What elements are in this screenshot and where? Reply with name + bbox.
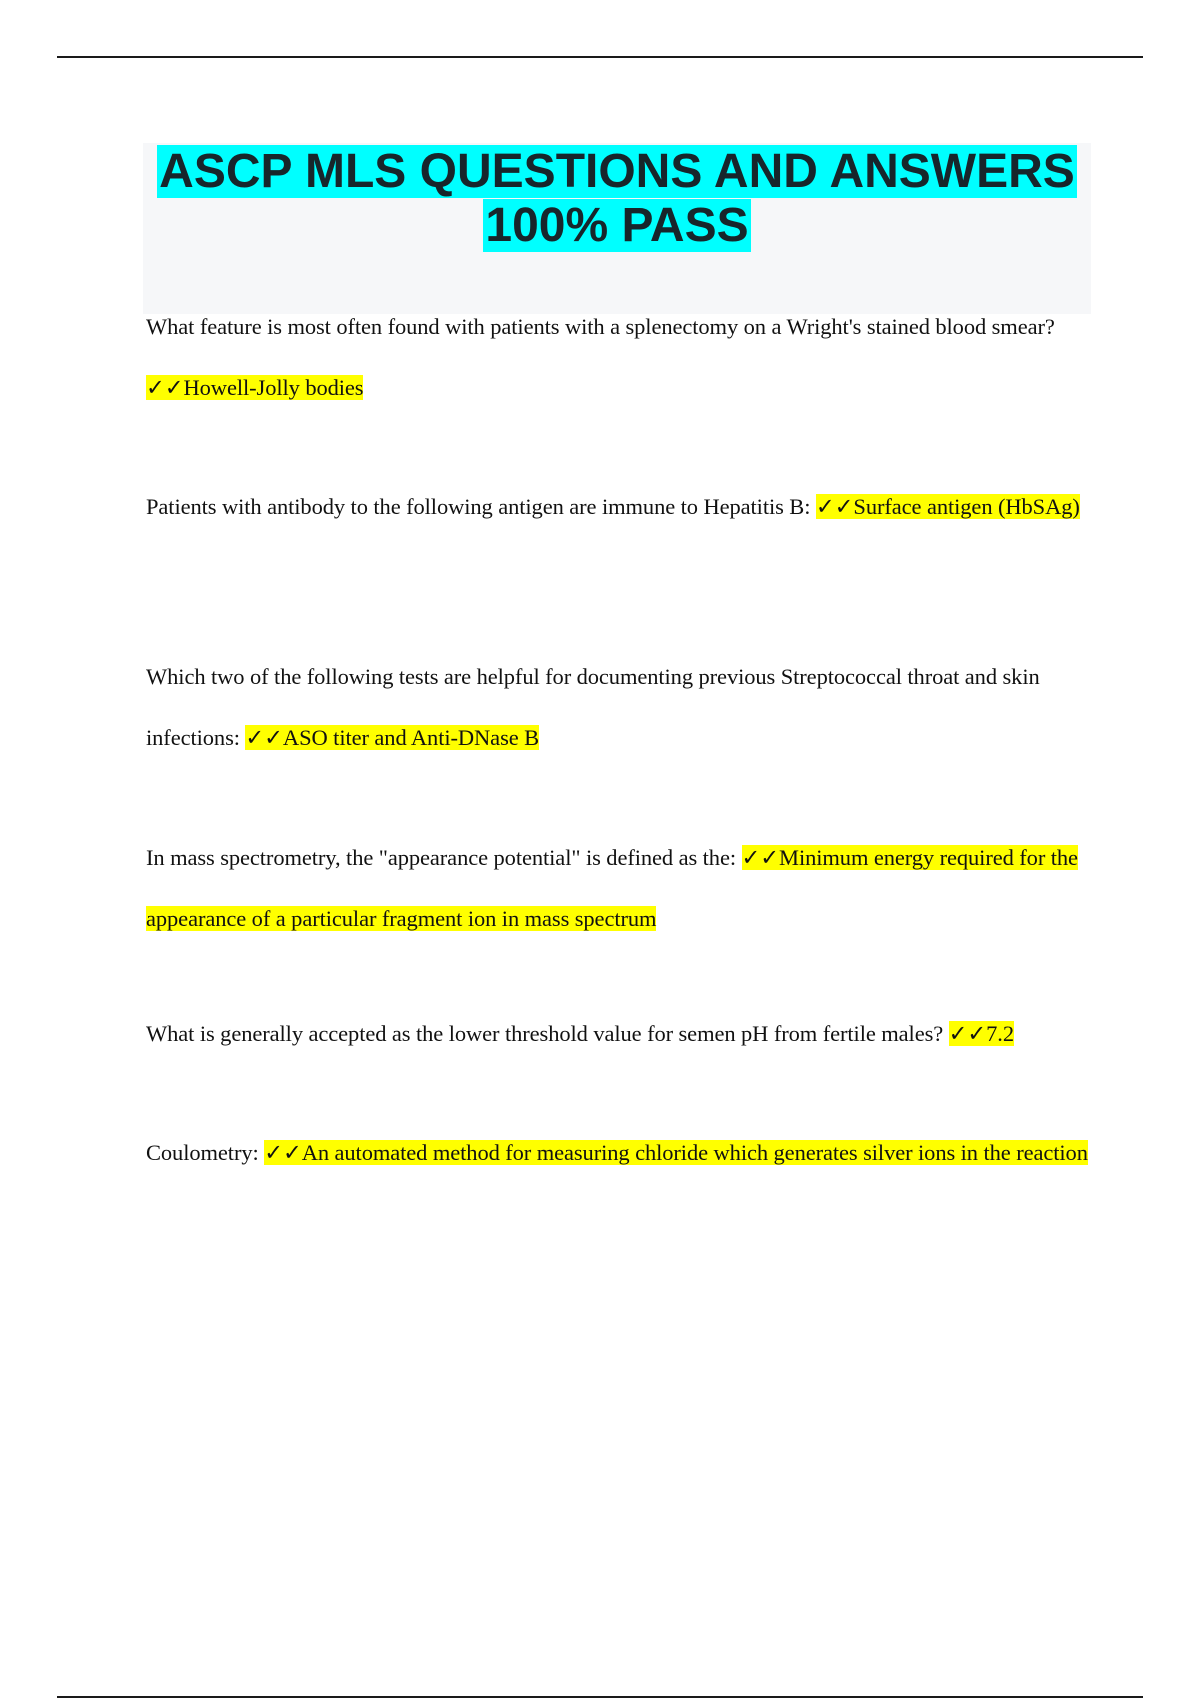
qa-item-4 [146,827,1091,949]
question-text: What feature is most often found with patients with a splenectomy on a Wright's stained blood smear? [146,314,1055,339]
question-text: Patients with antibody to the following antigen are immune to Hepatitis B: [146,494,811,519]
top-rule [57,56,1143,58]
qa-item-1 [146,296,1091,418]
title-line-2: 100% PASS [485,199,749,252]
qa-item-5 [146,1003,1091,1064]
answer-text: ✓✓An automated method for measuring chloride which generates silver ions in the reaction [264,1140,1088,1165]
qa-item-3 [146,646,1091,768]
answer-text: ✓✓Minimum energy required for the appearance of a particular fragment ion in mass spectrum [146,845,1078,931]
title-line-1: ASCP MLS QUESTIONS AND ANSWERS [159,145,1075,198]
question-text: What is generally accepted as the lower threshold value for semen pH from fertile males? [146,1021,944,1046]
document-title [143,145,1091,253]
answer-text: ✓✓Surface antigen (HbSAg) [815,494,1080,519]
question-text: Coulometry: [146,1140,259,1165]
qa-item-6 [146,1122,1091,1183]
question-text: Which two of the following tests are helpful for documenting previous Streptococcal throat and skin infections: [146,664,1040,750]
answer-text: ✓✓Howell-Jolly bodies [146,375,364,400]
bottom-rule [57,1696,1143,1698]
qa-item-2 [146,476,1091,537]
answer-text: ✓✓7.2 [948,1021,1014,1046]
answer-text: ✓✓ASO titer and Anti-DNase B [245,725,540,750]
question-text: In mass spectrometry, the "appearance potential" is defined as the: [146,845,736,870]
